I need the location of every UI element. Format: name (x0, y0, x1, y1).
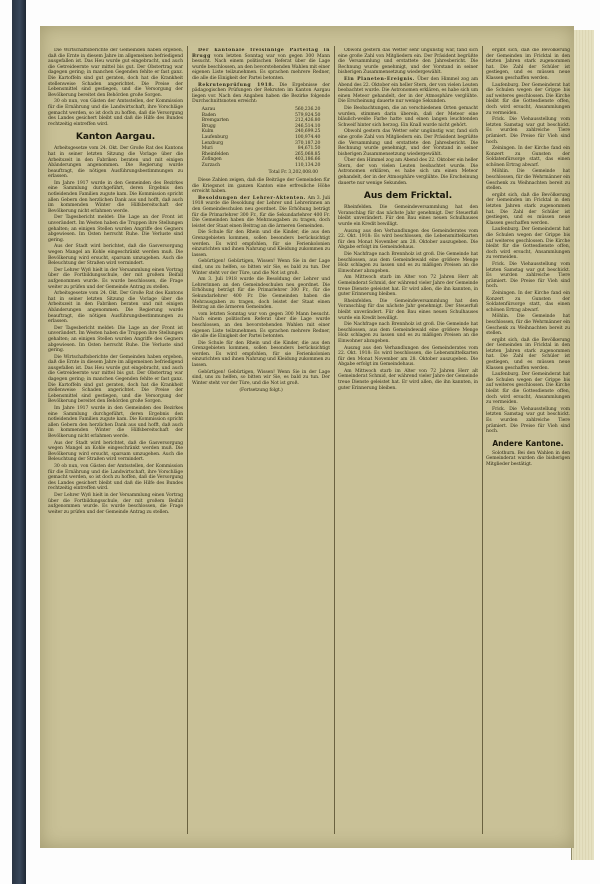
district-amount: 403,186.66 (294, 157, 321, 163)
paragraph: Die Schule für den Rhein und die Kinder, die aus den Grenzgebieten kommen, sollen besonders berücksichtigt werden. Es wird empfohlen, für sie Ferienkolonien einzurichten und ihnen Nahrung und Kleidung zukommen zu lassen. (192, 340, 330, 369)
paragraph: ergibt sich, daß die Bevölkerung der Gemeinden im Fricktal in den letzten Jahren stark zugenommen hat. Die Zahl der Schüler ist gestiegen, und es müssen neue Klassen geschaffen werden. (486, 337, 570, 371)
district-name: Kulm (201, 129, 214, 135)
district-amount: 84,671.50 (297, 146, 321, 152)
paragraph: Rheinfelden. Die Gemeindeversammlung hat den Voranschlag für das nächste Jahr genehmigt. Der Steuerfuß bleibt unverändert. Für den Bau eines neuen Schulhauses wurde ein Kredit bewilligt. (338, 205, 478, 228)
section-heading: Kanton Aargau. (75, 132, 156, 143)
paragraph: Die Nachfrage nach Brennholz ist groß. Die Gemeinde hat beschlossen, aus dem Gemeindewald eine größere Menge Holz schlagen zu lassen und es zu mäßigen Preisen an die Einwohner abzugeben. (338, 252, 478, 274)
paragraph: Auszug aus den Verhandlungen des Gemeinderates vom 22. Okt. 1918: Es wird beschlossen, die Lebensmittelkarten für den Monat November am 28. Oktober auszugeben. Die Abgabe erfolgt im Gemeindehaus. (338, 228, 478, 251)
paragraph: Die Nachfrage nach Brennholz ist groß. Die Gemeinde hat beschlossen, aus dem Gemeindewald eine größere Menge Holz schlagen zu lassen und es zu mäßigen Preisen an die Einwohner abzugeben. (338, 322, 478, 344)
district-name: Rheinfelden (201, 151, 229, 157)
paragraph: Aus der Stadt wird berichtet, daß die Gasversorgung wegen Mangel an Kohle eingeschränkt werden muß. Die Bevölkerung wird ersucht, sparsam umzugehen. Auch die Beleuchtung der Straßen wird vermindert. (48, 244, 183, 267)
column-2 (192, 48, 330, 834)
district-name: Bremgarten (201, 118, 229, 124)
column-4 (486, 48, 570, 834)
page-stack-edge (571, 30, 594, 860)
paragraph: Der Tagesbericht meldet: Die Lage an der Front ist unverändert. Im Westen haben die Truppen ihre Stellungen gehalten; an einigen Stellen wurden Angriffe des Gegners abgewiesen. Im Osten herrscht Ruhe. Die Verluste sind gering. (48, 215, 183, 243)
paragraph: Laufenburg. Der Gemeinderat hat die Schulen wegen der Grippe bis auf weiteres geschlossen. Die Kirche bleibt für die Gottesdienste offen, doch wird ersucht, Ansammlungen zu vermeiden. (486, 372, 570, 406)
district-amount: 100,974.40 (294, 134, 321, 140)
column-rule (334, 46, 335, 834)
district-name: Laufenburg (201, 134, 228, 140)
column-3 (338, 48, 478, 834)
district-amount: 212,426.80 (294, 118, 321, 124)
district-name: Muri (201, 146, 213, 152)
paragraph: Obwohl gestern das Wetter sehr ungünstig war, fand sich eine große Zahl von Mitgliedern ein. Der Präsident begrüßte die Versammlung und erstattete den Jahresbericht. Die Rechnung wurde genehmigt, und der Vorstand in seiner bisherigen Zusammensetzung wiedergewählt. (338, 129, 478, 157)
district-name: Aarau (201, 106, 216, 112)
paragraph: Am 3. Juli 1918 wurde die Besoldung der Lehrer und Lehrerinnen an den Gemeindeschulen neu geordnet. Die Erhöhung beträgt für die Primarlehrer 300 Fr., für die Sekundarlehrer 400 Fr. Die Gemeinden haben die Mehrausgaben zu tragen, doch leistet der Staat einen Beitrag an die ärmeren Gemeinden. (192, 195, 330, 229)
continuation-note: (Fortsetzung folgt.) (239, 388, 283, 394)
district-name: Brugg (201, 123, 216, 129)
newspaper-page (40, 26, 574, 848)
paragraph: Die Wirtschaftsberichte der Gemeinden haben ergeben, daß die Ernte in diesem Jahre im allgemeinen befriedigend ausgefallen ist. Das Heu wurde gut eingebracht, und auch die Getreideernte war mittel bis gut. Der Obstertrag war dagegen gering; in manchen Gegenden fehlte er fast ganz. Die Kartoffeln sind gut geraten, doch hat die Krankheit stellenweise Schaden angerichtet. Die Preise der Lebensmittel sind gestiegen, und die Versorgung der Bevölkerung bereitet den Behörden große Sorgen. (48, 48, 183, 98)
paragraph: ergibt sich, daß die Bevölkerung der Gemeinden im Fricktal in den letzten Jahren stark zugenommen hat. Die Zahl der Schüler ist gestiegen, und es müssen neue Klassen geschaffen werden. (486, 48, 570, 81)
paragraph: Obwohl gestern das Wetter sehr ungünstig war, fand sich eine große Zahl von Mitgliedern ein. Der Präsident begrüßte die Versammlung und erstattete den Jahresbericht. Die Rechnung wurde genehmigt, und der Vorstand in seiner bisherigen Zusammensetzung wiedergewählt. (338, 48, 478, 76)
paragraph: Rheinfelden. Die Gemeindeversammlung hat den Voranschlag für das nächste Jahr genehmigt. Der Steuerfuß bleibt unverändert. Für den Bau eines neuen Schulhauses wurde ein Kredit bewilligt. (338, 298, 478, 321)
paragraph: Frick. Die Viehausstellung vom letzten Samstag war gut beschickt. Es wurden zahlreiche Tiere prämiert. Die Preise für Vieh sind hoch. (486, 261, 570, 290)
paragraph: Im Jahre 1917 wurde in den Gemeinden des Bezirkes eine Sammlung durchgeführt, deren Ergebnis den notleidenden Familien zugute kam. Die Kommission spricht allen Gebern den herzlichen Dank aus und hofft, daß auch im kommenden Winter die Hilfsbereitschaft der Bevölkerung nicht erlahmen werde. (48, 406, 183, 439)
district-amount: 560,236.20 (294, 106, 321, 112)
district-amount: 240,699.25 (294, 129, 321, 135)
paragraph: Möhlin. Die Gemeinde hat beschlossen, für die Wehrmänner ein Geschenk zu Weihnachten bereit zu stellen. (486, 314, 570, 337)
article-heading: Besoldungen der Lehrer-Aktenten. (198, 195, 306, 201)
paragraph: Auszug aus den Verhandlungen des Gemeinderates vom 22. Okt. 1918: Es wird beschlossen, die Lebensmittelkarten für den Monat November am 28. Oktober auszugeben. Die Abgabe erfolgt im Gemeindehaus. (338, 345, 478, 368)
paragraph: Die Beobachtungen, die an verschiedenen Orten gemacht wurden, stimmen darin überein, daß der Meteor eine bläulich-weiße Farbe hatte und einen langen leuchtenden Schweif hinter sich herzog. Ein Knall wurde nicht gehört. (338, 105, 478, 128)
paragraph: Solothurn. Bei den Wahlen in den Gemeinderat wurden die bisherigen Mitglieder bestätigt. (486, 450, 570, 467)
column-rule (482, 46, 483, 834)
district-name: Lenzburg (201, 140, 224, 146)
paragraph: Am Mittwoch starb im Alter von 72 Jahren Herr alt Gemeinderat Schmid, der während vieler Jahre der Gemeinde treue Dienste geleistet hat. Er wird allen, die ihn kannten, in guter Erinnerung bleiben. (338, 275, 478, 298)
paragraph: Der Lehrer Wyß hielt in der Versammlung einen Vortrag über die Fortbildungsschule, der mit großem Beifall aufgenommen wurde. Es wurde beschlossen, die Frage weiter zu prüfen und der Gemeinde Antrag zu stellen. (48, 492, 183, 515)
paragraph: Frick. Die Viehausstellung vom letzten Samstag war gut beschickt. Es wurden zahlreiche Tiere prämiert. Die Preise für Vieh sind hoch. (486, 406, 570, 435)
district-amount: 265,068.85 (294, 151, 321, 157)
paragraph: Die Wirtschaftsberichte der Gemeinden haben ergeben, daß die Ernte in diesem Jahre im allgemeinen befriedigend ausgefallen ist. Das Heu wurde gut eingebracht, und auch die Getreideernte war mittel bis gut. Der Obstertrag war dagegen gering; in manchen Gegenden fehlte er fast ganz. Die Kartoffeln sind gut geraten, doch hat die Krankheit stellenweise Schaden angerichtet. Die Preise der Lebensmittel sind gestiegen, und die Versorgung der Bevölkerung bereitet den Behörden große Sorgen. (48, 354, 183, 405)
district-table (202, 107, 321, 169)
paragraph: 30 ob nun, von Gästen der Amtsstellen, der Kommission für die Ernährung und die Landwirtschaft, ihre Vorschläge gemacht werden, so ist doch zu hoffen, daß die Versorgung des Landes gesichert bleibt und daß die Hilfe des Bundes rechtzeitig eintreffen wird. (48, 463, 183, 492)
paragraph: vom letzten Sonntag war von gegen 300 Mann besucht. Nach einem politischen Referat über die Lage wurde beschlossen, an den bevorstehenden Wahlen mit einer eigenen Liste teilzunehmen. Es sprachen mehrere Redner, die alle die Einigkeit der Partei betonten. (192, 311, 330, 340)
paragraph: ergibt sich, daß die Bevölkerung der Gemeinden im Fricktal in den letzten Jahren stark zugenommen hat. Die Zahl der Schüler ist gestiegen, und es müssen neue Klassen geschaffen werden. (486, 192, 570, 226)
paragraph: Am 3. Juli 1918 wurde die Besoldung der Lehrer und Lehrerinnen an den Gemeindeschulen neu geordnet. Die Erhöhung beträgt für die Primarlehrer 300 Fr., für die Sekundarlehrer 400 Fr. Die Gemeinden haben die Mehrausgaben zu tragen, doch leistet der Staat einen Beitrag an die ärmeren Gemeinden. (192, 277, 330, 311)
column-rule (187, 46, 188, 834)
district-amount: 246,514.10 (294, 123, 321, 129)
district-name: Zurzach (201, 162, 221, 168)
paragraph: Der Tagesbericht meldet: Die Lage an der Front ist unverändert. Im Westen haben die Truppen ihre Stellungen gehalten; an einigen Stellen wurden Angriffe des Gegners abgewiesen. Im Osten herrscht Ruhe. Die Verluste sind gering. (48, 325, 183, 354)
paragraph: Laufenburg. Der Gemeinderat hat die Schulen wegen der Grippe bis auf weiteres geschlossen. Die Kirche bleibt für die Gottesdienste offen, doch wird ersucht, Ansammlungen zu vermeiden. (486, 227, 570, 261)
paragraph: Frick. Die Viehausstellung vom letzten Samstag war gut beschickt. Es wurden zahlreiche Tiere prämiert. Die Preise für Vieh sind hoch. (486, 117, 570, 145)
table-row (202, 163, 321, 169)
district-name: Baden (201, 112, 216, 118)
paragraph: Über den Himmel zog am Abend des 22. Oktober ein heller Stern, der von vielen Leuten beobachtet wurde. Die Astronomen erklären, es habe sich um einen Meteor gehandelt, der in der Atmosphäre verglühte. Die Erscheinung dauerte nur wenige Sekunden. (338, 158, 478, 186)
section-heading: Andere Kantone. (492, 438, 564, 448)
paragraph: Der Lehrer Wyß hielt in der Versammlung einen Vortrag über die Fortbildungsschule, der mit großem Beifall aufgenommen wurde. Es wurde beschlossen, die Frage weiter zu prüfen und der Gemeinde Antrag zu stellen. (48, 267, 183, 290)
district-amount: 110,134.20 (294, 162, 321, 168)
paragraph: Zeiningen. In der Kirche fand ein Konzert zu Gunsten der Soldatenfürsorge statt, das einen schönen Ertrag abwarf. (486, 146, 570, 168)
paragraph: Möhlin. Die Gemeinde hat beschlossen, für die Wehrmänner ein Geschenk zu Weihnachten bereit zu stellen. (486, 169, 570, 192)
paragraph: 30 ob nun, von Gästen der Amtsstellen, der Kommission für die Ernährung und die Landwirtschaft, ihre Vorschläge gemacht werden, so ist doch zu hoffen, daß die Versorgung des Landes gesichert bleibt und daß die Hilfe des Bundes rechtzeitig eintreffen wird. (48, 99, 183, 127)
paragraph: Gebürtigen! Gebürtigen, Wissen! Wenn Sie in der Lage sind, uns zu helfen, so bitten wir Sie, es bald zu tun. Der Winter steht vor der Türe, und die Not ist groß. (192, 259, 330, 276)
paragraph: Am Mittwoch starb im Alter von 72 Jahren Herr alt Gemeinderat Schmid, der während vieler Jahre der Gemeinde treue Dienste geleistet hat. Er wird allen, die ihn kannten, in guter Erinnerung bleiben. (338, 368, 478, 391)
paragraph: Die Schule für den Rhein und die Kinder, die aus den Grenzgebieten kommen, sollen besonders berücksichtigt werden. Es wird empfohlen, für sie Ferienkolonien einzurichten und ihnen Nahrung und Kleidung zukommen zu lassen. (192, 230, 330, 258)
table-total: Total Fr. 3,202,008.00 (268, 170, 318, 176)
paragraph: vom letzten Sonntag war von gegen 300 Mann besucht. Nach einem politischen Referat über die Lage wurde beschlossen, an den bevorstehenden Wahlen mit einer eigenen Liste teilzunehmen. Es sprachen mehrere Redner, die alle die Einigkeit der Partei betonten. (192, 53, 330, 81)
paragraph: Diese Zahlen zeigen, daß die Beiträge der Gemeinden für die Kriegsnot im ganzen Kanton eine erfreuliche Höhe erreicht haben. (192, 178, 330, 195)
paragraph: Aus der Stadt wird berichtet, daß die Gasversorgung wegen Mangel an Kohle eingeschränkt werden muß. Die Bevölkerung wird ersucht, sparsam umzugehen. Auch die Beleuchtung der Straßen wird vermindert. (48, 440, 183, 463)
paragraph: Laufenburg. Der Gemeinderat hat die Schulen wegen der Grippe bis auf weiteres geschlossen. Die Kirche bleibt für die Gottesdienste offen, doch wird ersucht, Ansammlungen zu vermeiden. (486, 82, 570, 116)
article-heading: Der kantonale freisinnige Parteitag in Brugg (192, 48, 330, 59)
paragraph: Gebürtigen! Gebürtigen, Wissen! Wenn Sie in der Lage sind, uns zu helfen, so bitten wir Sie, es bald zu tun. Der Winter steht vor der Türe, und die Not ist groß. (192, 369, 330, 386)
section-heading: Aus dem Fricktal. (363, 191, 453, 202)
paragraph: Über den Himmel zog am Abend des 22. Oktober ein heller Stern, der von vielen Leuten beobachtet wurde. Die Astronomen erklären, es habe sich um einen Meteor gehandelt, der in der Atmosphäre verglühte. Die Erscheinung dauerte nur wenige Sekunden. (338, 76, 478, 105)
paragraph: Arbeitsgesetze vom 24. Okt. Der Große Rat des Kantons hat in seiner letzten Sitzung die Vorlage über die Arbeitszeit in den Fabriken beraten und mit einigen Abänderungen angenommen. Die Regierung wurde beauftragt, die nötigen Ausführungsbestimmungen zu erlassen. (48, 291, 183, 325)
district-amount: 579,924.50 (294, 112, 321, 118)
column-1 (48, 48, 183, 834)
district-name: Zofingen (201, 157, 222, 163)
paragraph: Im Jahre 1917 wurde in den Gemeinden des Bezirkes eine Sammlung durchgeführt, deren Ergebnis den notleidenden Familien zugute kam. Die Kommission spricht allen Gebern den herzlichen Dank aus und hofft, daß auch im kommenden Winter die Hilfsbereitschaft der Bevölkerung nicht erlahmen werde. (48, 180, 183, 214)
paragraph: Zeiningen. In der Kirche fand ein Konzert zu Gunsten der Soldatenfürsorge statt, das einen schönen Ertrag abwarf. (486, 290, 570, 313)
paragraph: Die Ergebnisse der pädagogischen Prüfungen der Rekruten im Kanton Aargau liegen vor. Nach den Angaben haben die Bezirke folgende Durchschnittsnoten erreicht: (192, 82, 330, 105)
article-heading: Rekrutenprüfung 1918. (198, 82, 275, 88)
paragraph: Arbeitsgesetze vom 24. Okt. Der Große Rat des Kantons hat in seiner letzten Sitzung die Vorlage über die Arbeitszeit in den Fabriken beraten und mit einigen Abänderungen angenommen. Die Regierung wurde beauftragt, die nötigen Ausführungsbestimmungen zu erlassen. (48, 146, 183, 180)
article-heading: Ein Planeten-Ereignis. (344, 76, 415, 82)
district-amount: 370,187.20 (294, 140, 321, 146)
